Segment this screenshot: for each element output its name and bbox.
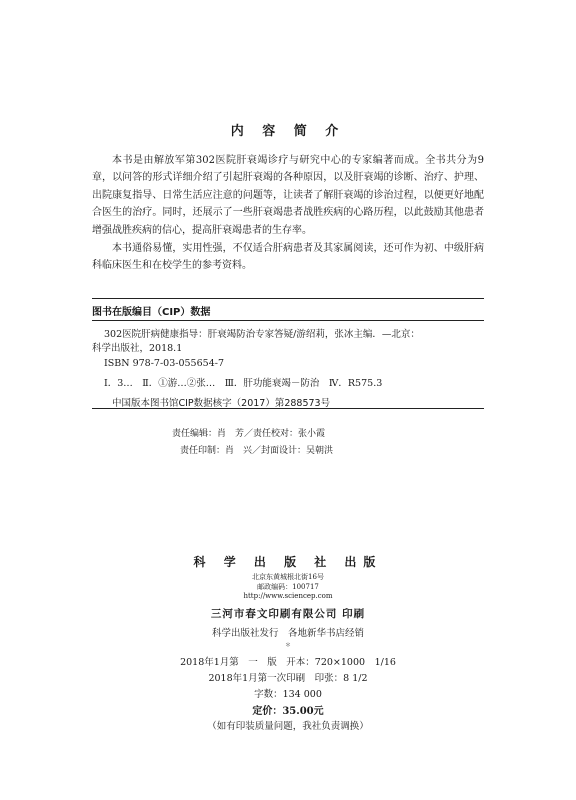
divider-bottom bbox=[92, 408, 484, 409]
cip-line-5: 中国版本图书馆CIP数据核字（2017）第288573号 bbox=[112, 398, 331, 409]
edition-info: 2018年1月第 一 版 开本：720×1000 1/16 bbox=[180, 657, 396, 668]
staff-line-1: 责任编辑：肖 芳／责任校对：张小霞 bbox=[172, 429, 326, 439]
publisher-name: 科 学 出 版 社 出版 bbox=[193, 555, 383, 569]
distribution: 科学出版社发行 各地新华书店经销 bbox=[211, 628, 364, 639]
cip-line-2: 科学出版社，2018.1 bbox=[92, 343, 183, 354]
divider-top bbox=[92, 298, 484, 299]
publisher-address: 北京东黄城根北街16号 bbox=[252, 573, 324, 581]
printer: 三河市春文印刷有限公司 印刷 bbox=[210, 608, 366, 620]
printing-info: 2018年1月第一次印刷 印张：8 1/2 bbox=[208, 673, 368, 684]
page-title: 内 容 简 介 bbox=[230, 124, 346, 139]
cip-line-4: Ⅰ．3… Ⅱ．①游…②张… Ⅲ．肝功能衰竭－防治 Ⅳ．R575.3 bbox=[104, 378, 383, 389]
separator-asterisk: ＊ bbox=[284, 642, 291, 649]
divider-cip bbox=[92, 320, 484, 321]
quality-notice: （如有印装质量问题，我社负责调换） bbox=[207, 721, 369, 732]
cip-heading: 图书在版编目（CIP）数据 bbox=[92, 307, 211, 318]
word-count: 字数：134 000 bbox=[254, 689, 322, 700]
staff-line-2: 责任印制：肖 兴／封面设计：吴朝洪 bbox=[180, 446, 334, 456]
website: http://www.sciencep.com bbox=[243, 592, 333, 600]
price: 定价：35.00元 bbox=[252, 706, 324, 717]
summary-paragraph-1: 本书是由解放军第302医院肝衰竭诊疗与研究中心的专家编著而成。全书共分为9章，以问答的形式详细介绍了引起肝衰竭的各种原因，以及肝衰竭的诊断、治疗、护理、出院康复指导、日常生活应注意的问题等，让读者了解肝衰竭的诊治过程，以便更好地配合医生的治疗。同时，还展示了一些肝衰竭患者战胜疾病的心路历程，以此鼓励其他患者增强战胜疾病的信心，提高肝衰竭患者的生存率。 bbox=[92, 155, 484, 236]
cip-line-3: ISBN 978-7-03-055654-7 bbox=[104, 358, 224, 369]
postcode: 邮政编码：100717 bbox=[257, 583, 319, 591]
summary-paragraph-2: 本书通俗易懂，实用性强，不仅适合肝病患者及其家属阅读，还可作为初、中级肝病科临床医生和在校学生的参考资料。 bbox=[92, 243, 484, 272]
cip-line-1: 302医院肝病健康指导：肝衰竭防治专家答疑/游绍莉，张冰主编．—北京： bbox=[104, 329, 420, 340]
